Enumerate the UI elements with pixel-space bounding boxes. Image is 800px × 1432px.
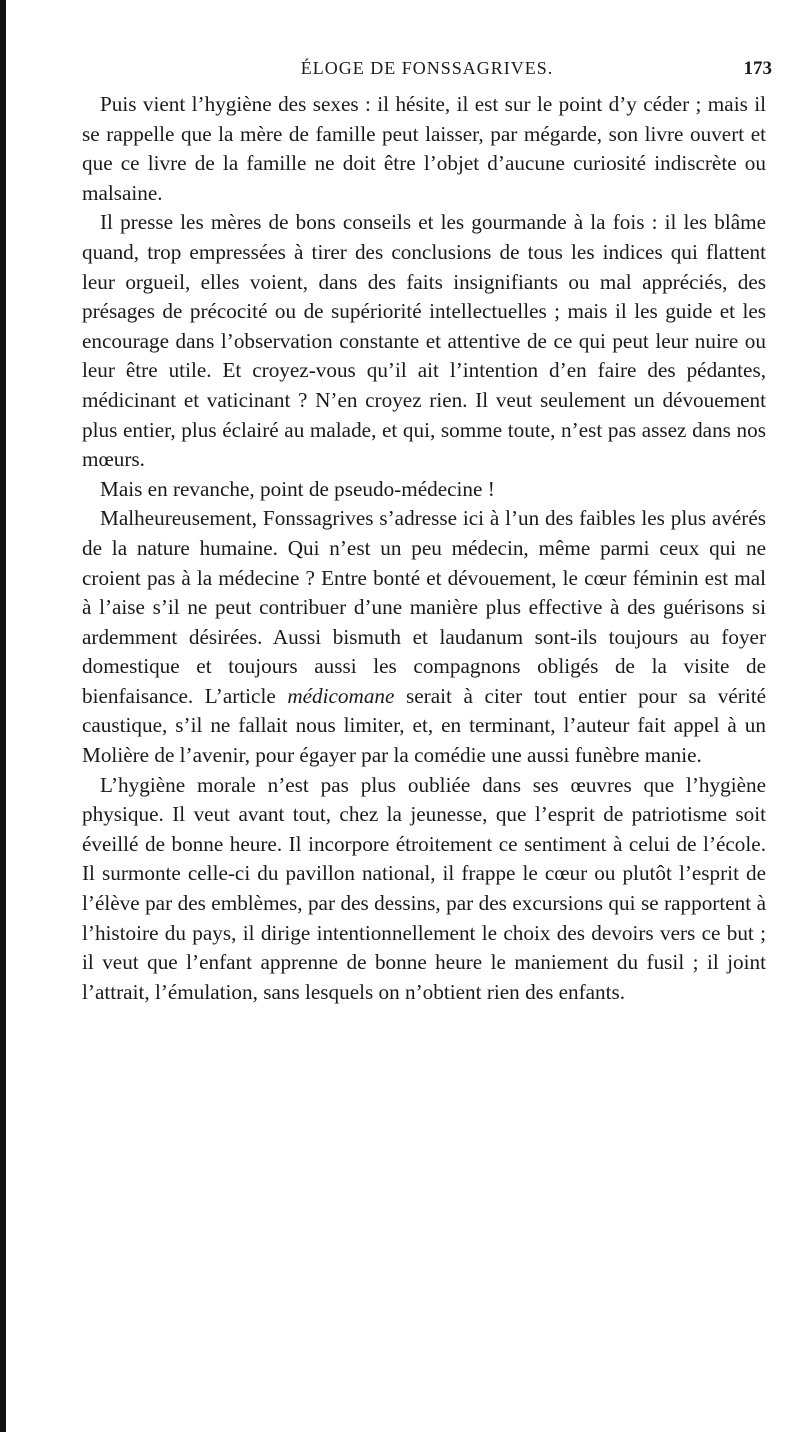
paragraph-5: L’hygiène morale n’est pas plus oubliée dans ses œuvres que l’hygiène physique. Il veut avant tout, chez la jeunesse, que l’esprit de patriotisme soit éveillé de bonne heure. Il incorpore étroitement ce sentiment à celui de l’école. Il surmonte celle-ci du pavillon national, il frappe le cœur ou plutôt l’esprit de l’élève par des emblèmes, par des dessins, par des excursions qui se rapportent à l’histoire du pays, il dirige intentionnellement le choix des devoirs vers ce but ; il veut que l’enfant apprenne de bonne heure le maniement du fusil ; il joint l’attrait, l’émulation, sans lesquels on n’obtient rien des enfants. bbox=[82, 772, 766, 1004]
paragraph-4-italic-term: médicomane bbox=[287, 683, 395, 708]
paragraph-3: Mais en revanche, point de pseudo-médecine ! bbox=[100, 476, 495, 501]
body-text bbox=[82, 90, 766, 1007]
page-number: 173 bbox=[743, 58, 772, 79]
paragraph-4-text-after: serait à citer tout entier pour sa vérité caustique, s’il ne fallait nous limiter, et, en terminant, l’auteur fait appel à un Molière de l’avenir, pour égayer par la comédie une aussi funèbre manie. bbox=[82, 683, 766, 768]
paragraph-2: Il presse les mères de bons conseils et les gourmande à la fois : il les blâme quand, trop empressées à tirer des conclusions de tous les indices qui flattent leur orgueil, elles voient, dans des faits insignifiants ou mal appréciés, des présages de précocité ou de supériorité intellectuelles ; mais il les guide et les encourage dans l’observation constante et attentive de ce qui peut leur nuire ou leur être utile. Et croyez-vous qu’il ait l’intention d’en faire des pédantes, médicinant et vaticinant ? N’en croyez rien. Il veut seulement un dévouement plus entier, plus éclairé au malade, et qui, somme toute, n’est pas assez dans nos mœurs. bbox=[82, 210, 766, 472]
paragraph-4 bbox=[82, 504, 766, 770]
paragraph-1: Puis vient l’hygiène des sexes : il hésite, il est sur le point d’y céder ; mais il se rappelle que la mère de famille peut laisser, par mégarde, son livre ouvert et que ce livre de la famille ne doit être l’objet d’aucune curiosité indiscrète ou malsaine. bbox=[82, 92, 766, 205]
running-title: ÉLOGE DE FONSSAGRIVES. bbox=[300, 58, 554, 78]
scan-edge bbox=[0, 0, 6, 1432]
page-header bbox=[82, 58, 772, 84]
paragraph-4-text-before: Malheureusement, Fonssagrives s’adresse ici à l’un des faibles les plus avérés de la nature humaine. Qui n’est un peu médecin, même parmi ceux qui ne croient pas à la médecine ? Entre bonté et dévouement, le cœur féminin est mal à l’aise s’il ne peut contribuer d’une manière plus effective à des guérisons si ardemment désirées. Aussi bismuth et laudanum sont-ils toujours au foyer domestique et toujours aussi les compagnons obligés de la visite de bienfaisance. L’article bbox=[82, 506, 766, 708]
